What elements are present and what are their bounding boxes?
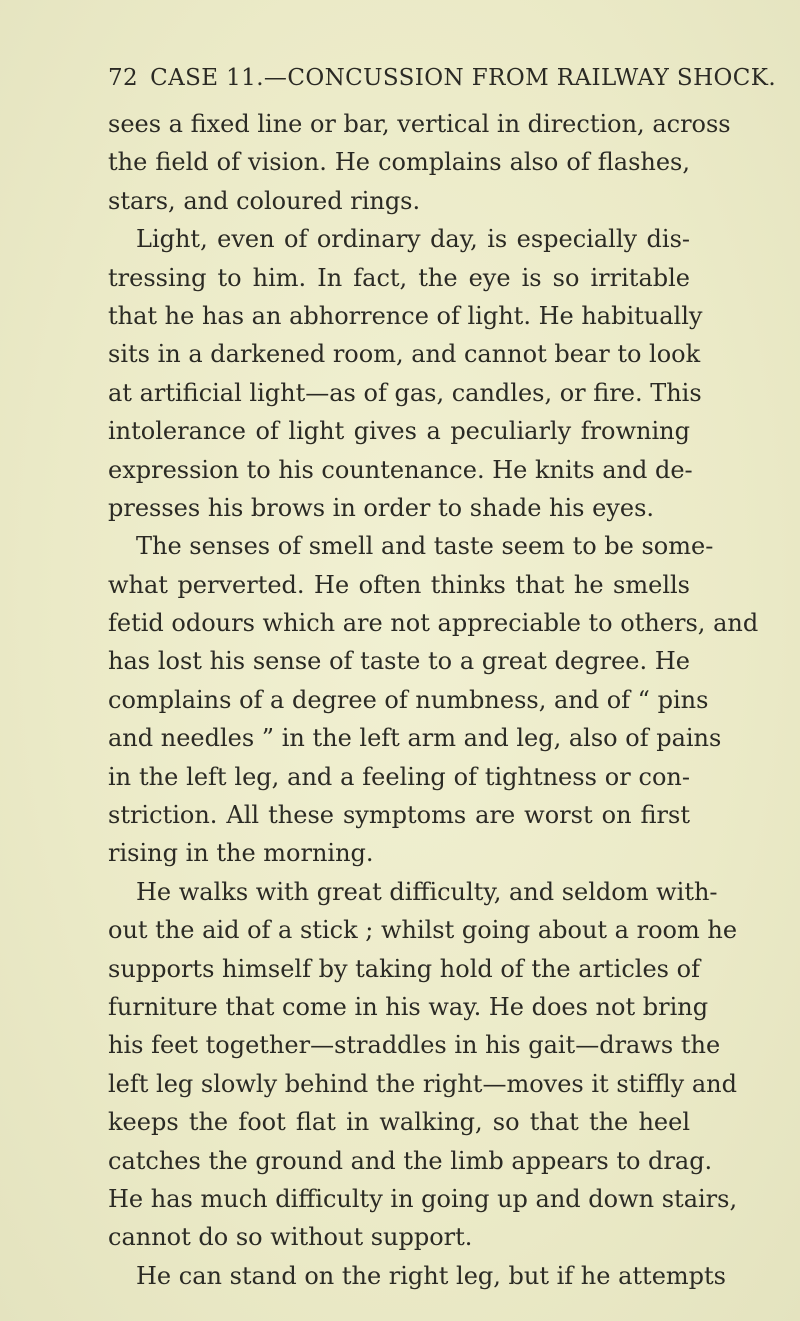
running-head — [108, 63, 777, 93]
text-line: keeps the foot flat in walking, so that the heel — [108, 1108, 690, 1137]
text-line: left leg slowly behind the right—moves it stiffly and — [108, 1069, 737, 1098]
text-line: out the aid of a stick ; whilst going about a room he — [108, 916, 738, 945]
text-line: catches the ground and the limb appears to drag. — [108, 1146, 713, 1175]
text-line: The senses of smell and taste seem to be some- — [136, 532, 714, 561]
text-line: fetid odours which are not appreciable to others, and — [108, 609, 759, 638]
text-line: at artificial light—as of gas, candles, or fire. This — [108, 378, 702, 407]
text-line: his feet together—straddles in his gait—draws the — [108, 1031, 721, 1060]
text-line: presses his brows in order to shade his eyes. — [108, 493, 655, 522]
body-text — [108, 105, 759, 1295]
text-line: sees a fixed line or bar, vertical in direction, across — [108, 110, 731, 138]
text-line: He has much difficulty in going up and down stairs, — [108, 1184, 738, 1213]
text-line: expression to his countenance. He knits and de- — [108, 455, 693, 484]
text-line: intolerance of light gives a peculiarly frowning — [108, 417, 690, 446]
text-line: and needles ” in the left arm and leg, also of pains — [108, 724, 722, 753]
text-line: has lost his sense of taste to a great degree. He — [108, 647, 690, 676]
text-line: He walks with great difficulty, and seldom with- — [136, 877, 718, 906]
text-line: rising in the morning. — [108, 839, 374, 868]
text-line: Light, even of ordinary day, is especially dis- — [136, 225, 690, 254]
text-line: He can stand on the right leg, but if he attempts — [136, 1261, 726, 1290]
page-number: 72 — [108, 65, 139, 91]
running-title: CASE 11.—CONCUSSION FROM RAILWAY SHOCK. — [150, 65, 777, 91]
text-line: stars, and coloured rings. — [108, 186, 421, 215]
text-line: striction. All these symptoms are worst on first — [108, 801, 690, 830]
text-line: what perverted. He often thinks that he smells — [108, 570, 690, 599]
text-line: supports himself by taking hold of the articles of — [108, 954, 700, 983]
text-line: that he has an abhorrence of light. He habitually — [108, 301, 703, 330]
text-line: cannot do so without support. — [108, 1223, 473, 1252]
text-line: the field of vision. He complains also of flashes, — [108, 148, 690, 177]
text-line: tressing to him. In fact, the eye is so irritable — [108, 263, 690, 292]
text-line: complains of a degree of numbness, and of “ pins — [108, 685, 709, 714]
text-line: furniture that come in his way. He does not bring — [108, 992, 709, 1021]
text-line: sits in a darkened room, and cannot bear to look — [108, 340, 701, 369]
text-line: in the left leg, and a feeling of tightness or con- — [108, 762, 690, 791]
